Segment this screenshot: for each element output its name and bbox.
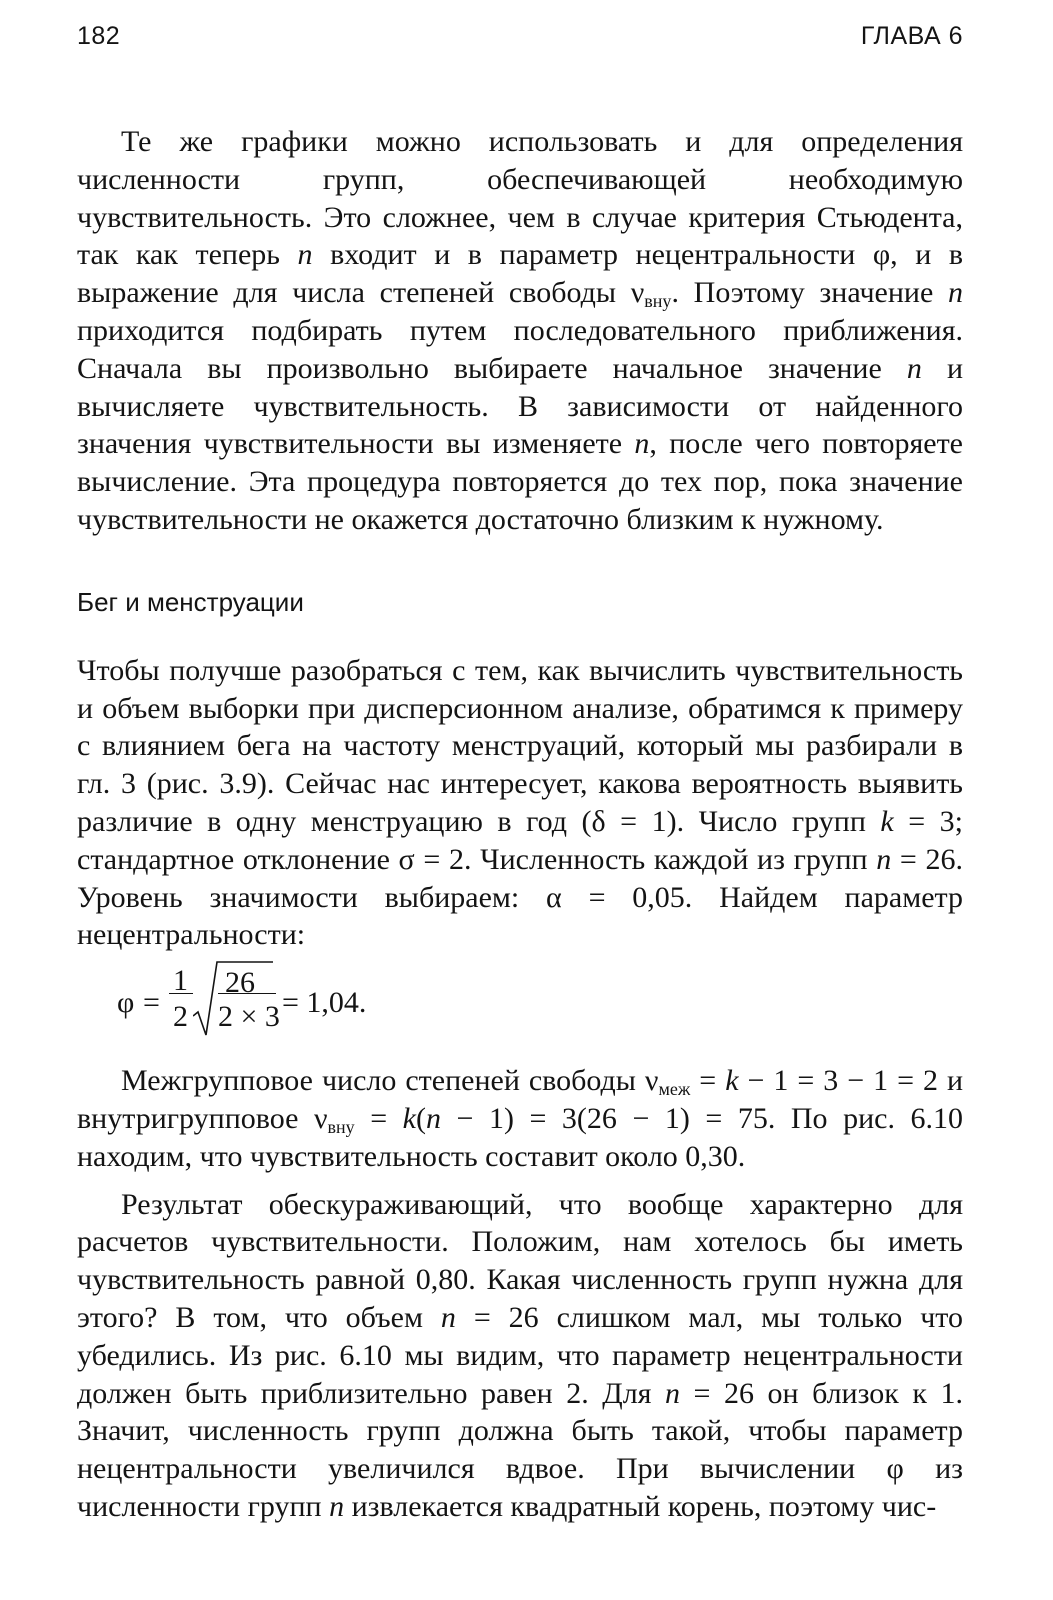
running-head [77, 22, 963, 62]
math-variable: n [665, 1376, 680, 1410]
math-variable: n [425, 1101, 441, 1135]
text-run: = [354, 1101, 403, 1135]
paragraph-1 [77, 123, 963, 539]
math-variable: n [906, 351, 922, 385]
text-run: − 1 = 3 − 1 = 2 и внутригрупповое ν [77, 1064, 964, 1135]
math-variable: n [876, 842, 892, 876]
math-variable: n [297, 238, 313, 272]
text-run: ( [415, 1101, 426, 1135]
formula-root-denominator: 2 × 3 [218, 1000, 280, 1034]
text-run: = 26. Уровень значимости выбираем: α = 0,05. Найдем параметр нецентральности: [77, 842, 963, 952]
text-run: Те же графики можно использовать и для определения численности групп, обеспечивающей необходимую чувствительность. Это сложнее, чем в случае критерия Стьюдента, так как теперь [77, 125, 963, 272]
math-variable: n [948, 276, 963, 310]
text-run: − 1) = 3(26 − 1) = 75. По рис. 6.10 находим, что чувствительность составит около 0,30. [77, 1101, 963, 1173]
text-run: , после чего повторяете вычисление. Эта процедура повторяется до тех пор, пока значение чувствительности не окажется достаточно близким к нужному. [77, 427, 963, 536]
math-variable: n [634, 427, 650, 461]
formula-lhs: φ [117, 986, 135, 1020]
text-run: извлекается квадратный корень, поэтому чис- [344, 1489, 937, 1523]
text-run: = 26 слишком мал, мы только что убедились. Из рис. 6.10 мы видим, что параметр нецентральности должен быть приблизительно равен 2. Для [77, 1300, 964, 1410]
text-run: Чтобы получше разобраться с тем, как вычислить чувствительность и объем выборки при дисперсионном анализе, обратимся к примеру с влиянием бега на частоту менструаций, который мы разбирали в гл. 3 (рис. 3.9). Сейчас нас интересует, какова вероятность выявить различие в одну менструацию в год (δ = 1). Число групп [77, 653, 963, 838]
text-run: = [690, 1064, 726, 1098]
page [77, 22, 963, 1526]
formula-frac-numerator: 1 [173, 964, 188, 998]
math-variable: n [440, 1300, 456, 1334]
paragraph-2 [77, 652, 963, 954]
math-variable: k [725, 1064, 739, 1098]
math-variable: k [402, 1101, 416, 1135]
text-run: и вычисляете чувствительность. В зависимости от найденного значения чувствительности вы изменяете [77, 351, 963, 461]
formula-result: = 1,04. [282, 986, 367, 1020]
math-subscript: вну [327, 1116, 355, 1137]
text-run: приходится подбирать путем последовательного приближения. Сначала вы произвольно выбираете начальное значение [77, 313, 963, 385]
math-variable: n [329, 1489, 345, 1523]
formula-root-numerator: 26 [225, 966, 255, 1000]
text-run: Межгрупповое число степеней свободы ν [121, 1064, 659, 1098]
math-subscript: вну [644, 291, 672, 312]
math-subscript: меж [658, 1079, 691, 1100]
formula-fraction-bar [169, 993, 193, 994]
text-run: Результат обескураживающий, что вообще характерно для расчетов чувствительности. Положим, нам хотелось бы иметь чувствительность равной 0,80. Какая численность групп нужна для этого? В том, что объем [77, 1187, 963, 1334]
formula-frac-denominator: 2 [173, 1000, 188, 1034]
formula-equals: = [143, 986, 160, 1020]
text-run: = 26 он близок к 1. Значит, численность групп должна быть такой, чтобы параметр нецентральности увеличился вдвое. При вычислении φ из численности групп [77, 1376, 963, 1523]
paragraph-3 [77, 1062, 963, 1175]
page-number: 182 [77, 22, 121, 50]
text-run: = 3; стандартное отклонение σ = 2. Численность каждой из групп [77, 804, 963, 876]
chapter-title: ГЛАВА 6 [860, 22, 963, 50]
text-run: входит и в параметр нецентральности φ, и в выражение для числа степеней свободы ν [77, 238, 964, 310]
formula-phi [77, 954, 963, 1050]
section-heading: Бег и менструации [77, 586, 304, 617]
formula-root-fraction-bar [218, 993, 276, 994]
math-variable: k [880, 804, 894, 838]
text-run: . Поэтому значение [671, 276, 948, 310]
paragraph-4 [77, 1186, 963, 1526]
